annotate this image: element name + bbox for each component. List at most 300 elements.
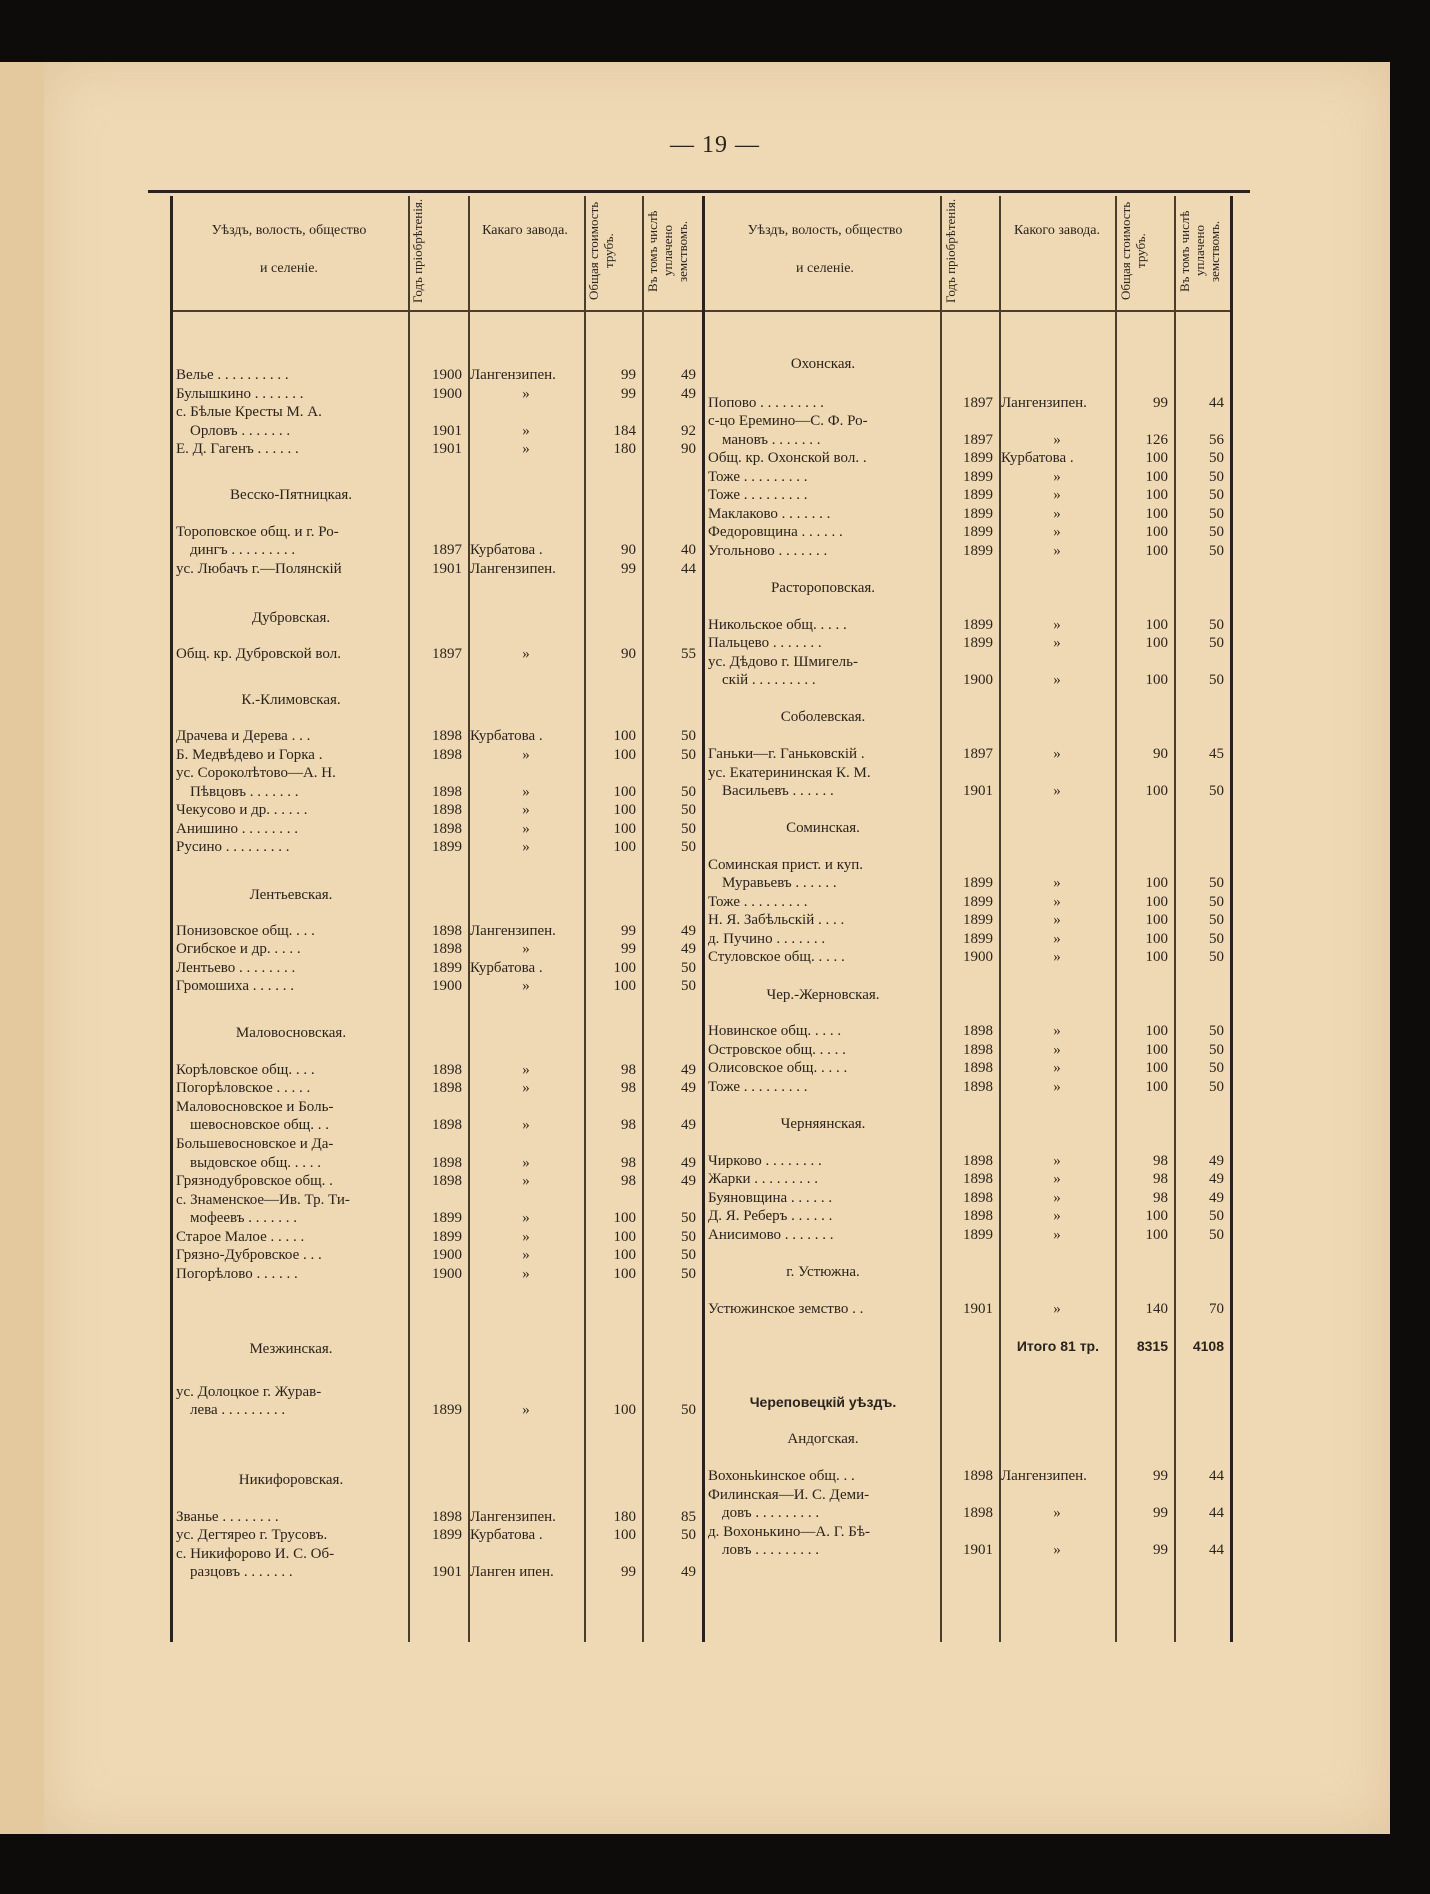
- table-row: [0, 505, 1430, 524]
- year-cell: 1899: [963, 1227, 993, 1243]
- factory-cell: »: [1053, 746, 1061, 762]
- zemstvo-paid-cell: 50: [1209, 1060, 1224, 1076]
- place-name: ус. Любачъ г.—Полянскій: [176, 561, 342, 577]
- total-cost-cell: 184: [613, 423, 636, 439]
- year-cell: 1898: [432, 784, 462, 800]
- year-cell: 1898: [963, 1505, 993, 1521]
- place-name: Погорѣлово . . . . . .: [176, 1266, 298, 1282]
- total-cost-cell: 98: [1153, 1190, 1168, 1206]
- header-year: Годъ пріобрѣтенія.: [410, 198, 425, 304]
- year-cell: 1898: [432, 821, 462, 837]
- factory-cell: »: [1053, 1060, 1061, 1076]
- table-row: [0, 1041, 1430, 1060]
- total-cost-cell: 100: [1145, 949, 1168, 965]
- year-cell: 1898: [432, 1173, 462, 1189]
- place-name: Корѣловское общ. . . .: [176, 1062, 315, 1078]
- section-heading: Мезжинская.: [249, 1341, 333, 1357]
- factory-cell: »: [522, 839, 530, 855]
- table-row: [0, 523, 1430, 542]
- table-row: [0, 542, 1430, 561]
- place-name: Пальцево . . . . . . .: [708, 635, 822, 651]
- table-row: [0, 874, 1430, 893]
- place-name: Устюжинское земство . .: [708, 1301, 864, 1317]
- place-name: Тоже . . . . . . . . .: [708, 894, 808, 910]
- zemstvo-paid-cell: 44: [1209, 1468, 1224, 1484]
- total-cost-cell: 99: [1153, 1542, 1168, 1558]
- factory-cell: »: [522, 821, 530, 837]
- zemstvo-paid-cell: 49: [681, 367, 696, 383]
- total-cost-cell: 98: [621, 1173, 636, 1189]
- factory-cell: »: [522, 1173, 530, 1189]
- factory-cell: Ланген ипен.: [470, 1564, 554, 1580]
- zemstvo-paid-cell: 50: [681, 1402, 696, 1418]
- factory-cell: »: [1053, 1023, 1061, 1039]
- year-cell: 1899: [432, 1527, 462, 1543]
- section-heading-row: [0, 691, 1430, 710]
- year-cell: 1899: [963, 469, 993, 485]
- place-name: ус. Дегтярео г. Трусовъ.: [176, 1527, 328, 1543]
- zemstvo-paid-cell: 49: [681, 923, 696, 939]
- year-cell: 1898: [432, 923, 462, 939]
- total-cost-cell: 90: [1153, 746, 1168, 762]
- factory-cell: »: [522, 1247, 530, 1263]
- total-cost-cell: 99: [621, 923, 636, 939]
- header-bottom-rule: [170, 310, 1232, 312]
- place-name: Попово . . . . . . . . .: [708, 395, 824, 411]
- place-name: Званье . . . . . . . .: [176, 1509, 279, 1525]
- place-name: Олисовское общ. . . . .: [708, 1060, 848, 1076]
- factory-cell: Лангензипен.: [470, 923, 556, 939]
- header-factory-right: Какого завода.: [1013, 223, 1101, 238]
- table-row: [0, 1504, 1430, 1523]
- zemstvo-paid-cell: 92: [681, 423, 696, 439]
- factory-cell: »: [1053, 783, 1061, 799]
- place-name: довъ . . . . . . . . .: [722, 1505, 820, 1521]
- total-cost-cell: 100: [1145, 487, 1168, 503]
- section-heading-row: [0, 579, 1430, 598]
- year-cell: 1899: [963, 635, 993, 651]
- zemstvo-paid-cell: 49: [681, 1155, 696, 1171]
- place-name: с. Знаменское—Ив. Тр. Ти-: [176, 1192, 350, 1208]
- zemstvo-paid-cell: 50: [1209, 543, 1224, 559]
- table-row: [0, 1467, 1430, 1486]
- table-row: [0, 1078, 1430, 1097]
- year-cell: 1900: [432, 978, 462, 994]
- factory-cell: Курбатова .: [470, 728, 543, 744]
- table-row: [0, 1189, 1430, 1208]
- table-row: [0, 1059, 1430, 1078]
- total-cost-cell: 100: [1145, 931, 1168, 947]
- place-name: Соминская прист. и куп.: [708, 857, 864, 873]
- zemstvo-paid-cell: 50: [1209, 450, 1224, 466]
- zemstvo-paid-cell: 90: [681, 441, 696, 457]
- zemstvo-paid-cell: 50: [1209, 469, 1224, 485]
- place-name: Чирково . . . . . . . .: [708, 1153, 822, 1169]
- year-cell: 1900: [963, 672, 993, 688]
- factory-cell: »: [522, 441, 530, 457]
- total-cost-cell: 99: [621, 367, 636, 383]
- total-cost-cell: 99: [1153, 1468, 1168, 1484]
- year-cell: 1897: [963, 395, 993, 411]
- year-cell: 1899: [963, 875, 993, 891]
- section-heading: Раcтороповская.: [770, 580, 876, 596]
- header-total: Общая стоимость трубъ.: [586, 201, 616, 301]
- place-name: Буяновщина . . . . . .: [708, 1190, 833, 1206]
- zemstvo-paid-cell: 50: [681, 728, 696, 744]
- total-cost-cell: 99: [621, 561, 636, 577]
- zemstvo-paid-cell: 50: [681, 821, 696, 837]
- total-cost-cell: 99: [1153, 395, 1168, 411]
- total-cost-cell: 100: [613, 821, 636, 837]
- section-heading-row: [0, 986, 1430, 1005]
- total-cost-cell: 100: [613, 784, 636, 800]
- table-row: [0, 893, 1430, 912]
- table-row: [0, 782, 1430, 801]
- factory-cell: Курбатова .: [470, 960, 543, 976]
- factory-cell: »: [1053, 1301, 1061, 1317]
- place-name: ус. Екатерининская К. М.: [708, 765, 871, 781]
- place-name: Чекусово и др. . . . . .: [176, 802, 308, 818]
- year-cell: 1899: [963, 894, 993, 910]
- total-cost-cell: 100: [1145, 1060, 1168, 1076]
- table-row: [0, 1486, 1430, 1505]
- zemstvo-paid-cell: 49: [681, 1173, 696, 1189]
- zemstvo-paid-cell: 70: [1209, 1301, 1224, 1317]
- place-name: ловъ . . . . . . . . .: [722, 1542, 819, 1558]
- factory-cell: »: [1053, 894, 1061, 910]
- factory-cell: »: [1053, 506, 1061, 522]
- factory-cell: Лангензипен.: [470, 1509, 556, 1525]
- table-row: [0, 838, 1430, 857]
- place-name: Филинская—И. С. Деми-: [708, 1487, 870, 1503]
- zemstvo-paid-cell: 50: [681, 1210, 696, 1226]
- total-cost-cell: 99: [1153, 1505, 1168, 1521]
- place-name: Булышкино . . . . . . .: [176, 386, 304, 402]
- table-row: [0, 727, 1430, 746]
- year-cell: 1898: [432, 747, 462, 763]
- zemstvo-paid-cell: 50: [1209, 1079, 1224, 1095]
- year-cell: 1899: [963, 543, 993, 559]
- factory-cell: Курбатова .: [1001, 450, 1074, 466]
- factory-cell: »: [1053, 1542, 1061, 1558]
- year-cell: 1899: [963, 931, 993, 947]
- header-place-line2-right: и селеніе.: [796, 261, 854, 276]
- year-cell: 1898: [432, 941, 462, 957]
- place-name: д. Пучино . . . . . . .: [708, 931, 826, 947]
- total-cost-cell: 100: [1145, 635, 1168, 651]
- factory-cell: »: [522, 1402, 530, 1418]
- table-row: [0, 560, 1430, 579]
- place-name: Маклаково . . . . . . .: [708, 506, 831, 522]
- place-name: Маловосновское и Боль-: [176, 1099, 334, 1115]
- year-cell: 1901: [432, 441, 462, 457]
- table-row: [0, 1541, 1430, 1560]
- total-cost-cell: 90: [621, 542, 636, 558]
- year-cell: 1901: [963, 1301, 993, 1317]
- table-row: [0, 801, 1430, 820]
- year-cell: 1901: [432, 1564, 462, 1580]
- year-cell: 1899: [963, 487, 993, 503]
- factory-cell: »: [522, 1062, 530, 1078]
- place-name: Велье . . . . . . . . . .: [176, 367, 289, 383]
- total-cost-cell: 100: [613, 1229, 636, 1245]
- year-cell: 1898: [432, 802, 462, 818]
- place-name: ус. Долоцкое г. Журав-: [176, 1384, 322, 1400]
- year-cell: 1897: [963, 746, 993, 762]
- table-row: [0, 616, 1430, 635]
- factory-cell: »: [1053, 432, 1061, 448]
- table-row: [0, 1152, 1430, 1171]
- factory-cell: »: [1053, 487, 1061, 503]
- header-place-line2: и селеніе.: [260, 261, 318, 276]
- factory-cell: Лангензипен.: [470, 561, 556, 577]
- section-heading: Дубровская.: [251, 610, 331, 626]
- total-cost-cell: 8315: [1136, 1338, 1168, 1354]
- section-heading-row: [0, 708, 1430, 727]
- table-row: [0, 856, 1430, 875]
- place-name: Стуловское общ. . . . .: [708, 949, 845, 965]
- factory-cell: »: [522, 423, 530, 439]
- table-row: [0, 671, 1430, 690]
- factory-cell: »: [522, 941, 530, 957]
- place-name: с. Бѣлые Кресты М. А.: [176, 404, 322, 420]
- zemstvo-paid-cell: 50: [681, 960, 696, 976]
- place-name: Громошиха . . . . . .: [176, 978, 294, 994]
- total-cost-cell: 100: [1145, 543, 1168, 559]
- total-cost-cell: 100: [613, 1402, 636, 1418]
- table-row: [0, 911, 1430, 930]
- zemstvo-paid-cell: 49: [1209, 1171, 1224, 1187]
- factory-cell: »: [1053, 543, 1061, 559]
- table-row: [0, 1170, 1430, 1189]
- year-cell: 1899: [963, 450, 993, 466]
- place-name: мофеевъ . . . . . . .: [190, 1210, 297, 1226]
- place-name: Тороповское общ. и г. Ро-: [176, 524, 339, 540]
- zemstvo-paid-cell: 50: [681, 1229, 696, 1245]
- factory-cell: »: [1053, 912, 1061, 928]
- place-name: Жарки . . . . . . . . .: [708, 1171, 819, 1187]
- total-cost-cell: 100: [1145, 469, 1168, 485]
- table-row: [0, 930, 1430, 949]
- total-cost-cell: 100: [613, 1210, 636, 1226]
- zemstvo-paid-cell: 55: [681, 646, 696, 662]
- place-name: Русино . . . . . . . . .: [176, 839, 290, 855]
- factory-cell: »: [522, 1080, 530, 1096]
- zemstvo-paid-cell: 50: [1209, 524, 1224, 540]
- place-name: лева . . . . . . . . .: [190, 1402, 286, 1418]
- total-cost-cell: 100: [613, 802, 636, 818]
- header-factory: Какаго завода.: [482, 223, 568, 238]
- total-cost-cell: 126: [1145, 432, 1168, 448]
- header-zemstvo: Въ томъ числѣ уплачено земствомъ.: [645, 210, 690, 292]
- year-cell: 1900: [432, 386, 462, 402]
- total-cost-cell: 99: [621, 941, 636, 957]
- year-cell: 1899: [963, 617, 993, 633]
- zemstvo-paid-cell: 50: [1209, 1227, 1224, 1243]
- total-cost-cell: 100: [1145, 617, 1168, 633]
- section-heading: Андогская.: [787, 1431, 859, 1447]
- total-cost-cell: 100: [613, 747, 636, 763]
- factory-cell: »: [1053, 672, 1061, 688]
- header-total-right: Общая стоимость трубъ.: [1118, 201, 1148, 301]
- year-cell: 1897: [432, 646, 462, 662]
- total-cost-cell: 100: [1145, 783, 1168, 799]
- year-cell: 1899: [432, 960, 462, 976]
- total-cost-cell: 100: [613, 728, 636, 744]
- zemstvo-paid-cell: 4108: [1192, 1338, 1224, 1354]
- zemstvo-paid-cell: 56: [1209, 432, 1224, 448]
- place-name: Д. Я. Реберъ . . . . . .: [708, 1208, 833, 1224]
- zemstvo-paid-cell: 50: [1209, 617, 1224, 633]
- header-year-right: Годъ пріобрѣтенія.: [943, 198, 958, 304]
- factory-cell: »: [1053, 875, 1061, 891]
- table-row: [0, 486, 1430, 505]
- place-name: Общ. кр. Охонской вол. .: [708, 450, 867, 466]
- zemstvo-paid-cell: 50: [1209, 931, 1224, 947]
- total-cost-cell: 100: [613, 839, 636, 855]
- year-cell: 1900: [432, 1247, 462, 1263]
- table-row: [0, 394, 1430, 413]
- factory-cell: »: [522, 747, 530, 763]
- place-name: Драчева и Дерева . . .: [176, 728, 311, 744]
- zemstvo-paid-cell: 44: [1209, 1542, 1224, 1558]
- place-name: Никольское общ. . . . .: [708, 617, 847, 633]
- header-rule: [148, 190, 1250, 193]
- year-cell: 1901: [963, 783, 993, 799]
- year-cell: 1897: [432, 542, 462, 558]
- place-name: с-цо Еремино—С. Ф. Ро-: [708, 413, 868, 429]
- factory-cell: »: [1053, 469, 1061, 485]
- place-name: Лентьево . . . . . . . .: [176, 960, 296, 976]
- section-heading: Маловосновская.: [235, 1025, 347, 1041]
- total-cost-cell: 180: [613, 1509, 636, 1525]
- section-heading-row: [0, 1115, 1430, 1134]
- place-name: Орловъ . . . . . . .: [190, 423, 291, 439]
- place-name: дингъ . . . . . . . . .: [190, 542, 296, 558]
- place-name: Е. Д. Гагенъ . . . . . .: [176, 441, 299, 457]
- factory-cell: Курбатова .: [470, 1527, 543, 1543]
- factory-cell: »: [522, 784, 530, 800]
- district-heading-row: [0, 1393, 1430, 1412]
- year-cell: 1899: [963, 506, 993, 522]
- place-name: Васильевъ . . . . . .: [722, 783, 834, 799]
- place-name: ус. Сороколѣтово—А. Н.: [176, 765, 336, 781]
- section-heading-row: [0, 819, 1430, 838]
- table-row: [0, 431, 1430, 450]
- section-heading: г. Устюжна.: [786, 1264, 860, 1280]
- table-row: [0, 1098, 1430, 1117]
- place-name: выдовское общ. . . . .: [190, 1155, 321, 1171]
- place-name: Пѣвцовъ . . . . . . .: [190, 784, 299, 800]
- place-name: Огибское и др. . . . .: [176, 941, 301, 957]
- zemstvo-paid-cell: 49: [681, 1080, 696, 1096]
- place-name: д. Вохонькино—А. Г. Бѣ-: [708, 1524, 870, 1540]
- factory-cell: »: [1053, 524, 1061, 540]
- factory-cell: »: [1053, 1171, 1061, 1187]
- table-row: [0, 1523, 1430, 1542]
- zemstvo-paid-cell: 50: [1209, 894, 1224, 910]
- place-name: Понизовское общ. . . .: [176, 923, 315, 939]
- total-cost-cell: 100: [1145, 1023, 1168, 1039]
- total-cost-cell: 100: [613, 978, 636, 994]
- zemstvo-paid-cell: 50: [1209, 672, 1224, 688]
- year-cell: 1901: [432, 561, 462, 577]
- table-row: [0, 1300, 1430, 1319]
- year-cell: 1899: [432, 1402, 462, 1418]
- zemstvo-paid-cell: 50: [681, 978, 696, 994]
- place-name: мановъ . . . . . . .: [722, 432, 821, 448]
- section-heading-row: [0, 355, 1430, 374]
- place-name: Общ. кр. Дубровской вол.: [176, 646, 341, 662]
- year-cell: 1901: [963, 1542, 993, 1558]
- zemstvo-paid-cell: 49: [1209, 1153, 1224, 1169]
- section-heading-row: [0, 1430, 1430, 1449]
- zemstvo-paid-cell: 50: [1209, 487, 1224, 503]
- total-label: Итого 81 тр.: [1016, 1338, 1099, 1354]
- zemstvo-paid-cell: 50: [681, 802, 696, 818]
- zemstvo-paid-cell: 45: [1209, 746, 1224, 762]
- section-heading: Лентьевская.: [249, 887, 333, 903]
- section-heading: К.-Климовская.: [241, 692, 341, 708]
- total-cost-cell: 100: [1145, 1079, 1168, 1095]
- factory-cell: Лангензипен.: [1001, 395, 1087, 411]
- year-cell: 1898: [963, 1190, 993, 1206]
- place-name: Вохоньkинское общ. . .: [708, 1468, 855, 1484]
- total-cost-cell: 100: [1145, 672, 1168, 688]
- factory-cell: »: [1053, 1505, 1061, 1521]
- place-name: Новинское общ. . . . .: [708, 1023, 842, 1039]
- header-zemstvo-right: Въ томъ числѣ уплачено земствомъ.: [1177, 210, 1222, 292]
- place-name: ус. Дѣдово г. Шмигель-: [708, 654, 858, 670]
- place-name: Большевосновское и Да-: [176, 1136, 334, 1152]
- year-cell: 1898: [963, 1153, 993, 1169]
- year-cell: 1898: [963, 1208, 993, 1224]
- factory-cell: »: [522, 1229, 530, 1245]
- total-cost-cell: 98: [621, 1080, 636, 1096]
- total-cost-cell: 100: [1145, 1227, 1168, 1243]
- place-name: Угольново . . . . . . .: [708, 543, 828, 559]
- total-cost-cell: 100: [1145, 450, 1168, 466]
- total-row: [0, 1337, 1430, 1356]
- factory-cell: »: [522, 1117, 530, 1133]
- section-heading: Черняянская.: [780, 1116, 866, 1132]
- table-row: [0, 634, 1430, 653]
- total-cost-cell: 98: [621, 1155, 636, 1171]
- zemstvo-paid-cell: 50: [1209, 1042, 1224, 1058]
- total-cost-cell: 100: [613, 1527, 636, 1543]
- zemstvo-paid-cell: 44: [681, 561, 696, 577]
- factory-cell: »: [522, 1266, 530, 1282]
- factory-cell: »: [1053, 1042, 1061, 1058]
- place-name: с. Никифорово И. С. Об-: [176, 1546, 335, 1562]
- year-cell: 1899: [432, 1210, 462, 1226]
- factory-cell: »: [522, 386, 530, 402]
- total-cost-cell: 100: [1145, 506, 1168, 522]
- factory-cell: »: [1053, 931, 1061, 947]
- district-heading: Череповецкій уѣздъ.: [749, 1394, 897, 1410]
- table-row: [0, 1207, 1430, 1226]
- year-cell: 1898: [432, 1117, 462, 1133]
- total-cost-cell: 100: [1145, 524, 1168, 540]
- year-cell: 1898: [432, 1509, 462, 1525]
- total-cost-cell: 140: [1145, 1301, 1168, 1317]
- year-cell: 1900: [432, 1266, 462, 1282]
- factory-cell: »: [1053, 1190, 1061, 1206]
- place-name: Островское общ. . . . .: [708, 1042, 846, 1058]
- year-cell: 1899: [963, 524, 993, 540]
- place-name: разцовъ . . . . . . .: [190, 1564, 293, 1580]
- place-name: Погорѣловское . . . . .: [176, 1080, 311, 1096]
